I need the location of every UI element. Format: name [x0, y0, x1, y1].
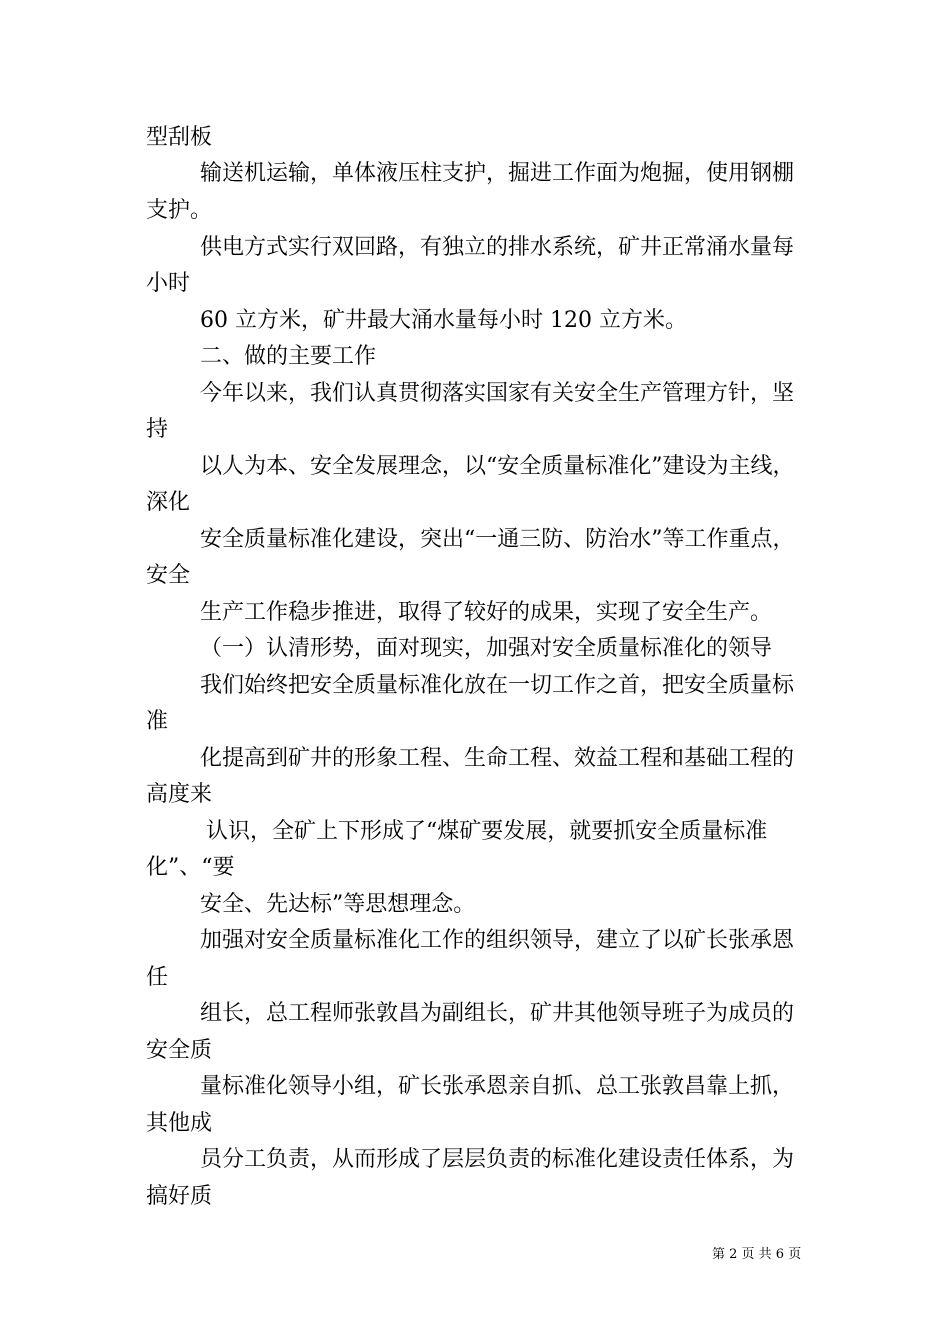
text-line-10: 以人为本、安全发展理念，以“安全质量标准化”建设为主线，	[200, 454, 795, 479]
text-line-4: 供电方式实行双回路，有独立的排水系统，矿井正常涌水量每	[200, 235, 795, 260]
text-line-8: 今年以来，我们认真贯彻落实国家有关安全生产管理方针，坚	[200, 381, 795, 406]
text-line-14: 生产工作稳步推进，取得了较好的成果，实现了安全生产。	[200, 600, 773, 625]
page-number-footer: 第 2 页 共 6 页	[712, 1247, 802, 1262]
text-line-21: 化”、“要	[146, 855, 235, 880]
text-line-2: 输送机运输，单体液压柱支护，掘进工作面为炮掘，使用钢棚	[200, 161, 795, 186]
text-line-11: 深化	[146, 490, 191, 515]
text-line-26: 安全质	[146, 1038, 213, 1063]
text-line-5: 小时	[146, 271, 191, 296]
text-line-17: 准	[146, 709, 169, 734]
text-line-13: 安全	[146, 563, 191, 588]
text-line-29: 员分工负责，从而形成了层层负责的标准化建设责任体系，为	[200, 1147, 795, 1172]
subsection-heading: （一）认清形势，面对现实，加强对安全质量标准化的领导	[200, 636, 773, 661]
text-line-3: 支护。	[146, 198, 213, 223]
text-line-28: 其他成	[146, 1111, 213, 1136]
text-line-22: 安全、先达标”等思想理念。	[200, 892, 476, 917]
text-line-27: 量标准化领导小组，矿长张承恩亲自抓、总工张敦昌靠上抓，	[200, 1074, 795, 1099]
text-line-25: 组长，总工程师张敦昌为副组长，矿井其他领导班子为成员的	[200, 1001, 795, 1026]
text-line-18: 化提高到矿井的形象工程、生命工程、效益工程和基础工程的	[200, 746, 795, 771]
text-line-1: 型刮板	[146, 125, 213, 150]
text-line-23: 加强对安全质量标准化工作的组织领导，建立了以矿长张承恩	[200, 928, 795, 953]
section-heading: 二、做的主要工作	[200, 344, 377, 369]
text-line-20: 认识，全矿上下形成了“煤矿要发展，就要抓安全质量标准	[206, 819, 768, 844]
text-line-9: 持	[146, 417, 169, 442]
text-line-24: 任	[146, 965, 169, 990]
text-line-12: 安全质量标准化建设，突出“一通三防、防治水”等工作重点，	[200, 527, 795, 552]
text-line-6: 60 立方米，矿井最大涌水量每小时 120 立方米。	[200, 308, 687, 333]
text-line-30: 搞好质	[146, 1184, 213, 1209]
text-line-16: 我们始终把安全质量标准化放在一切工作之首，把安全质量标	[200, 673, 795, 698]
text-line-19: 高度来	[146, 782, 213, 807]
